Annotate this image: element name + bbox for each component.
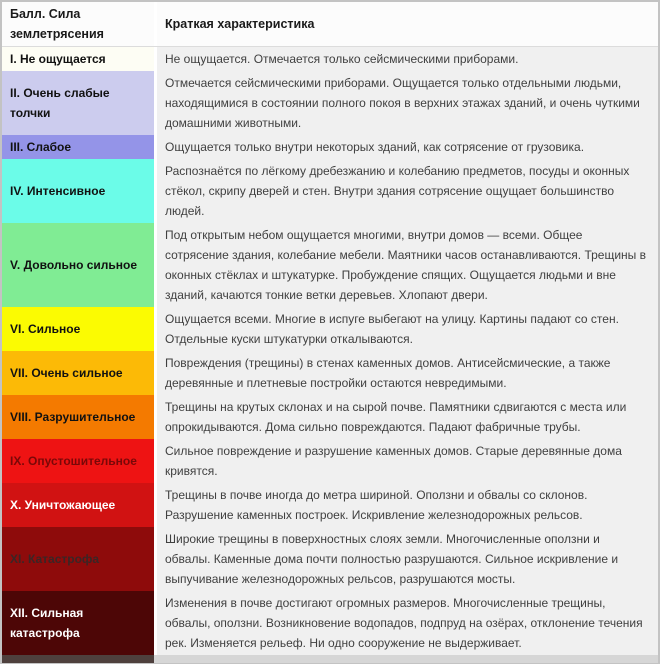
table-row	[2, 351, 658, 395]
column-header-scale: Балл. Сила землетрясения	[2, 2, 154, 46]
intensity-label: VI. Сильное	[2, 307, 154, 351]
table-row	[2, 591, 658, 655]
intensity-description: Отмечается сейсмическими приборами. Ощущается только отдельными людьми, находящимися в состоянии полного покоя в верхних этажах зданий, и очень чуткими домашними животными.	[154, 71, 658, 135]
intensity-description: Не ощущается. Отмечается только сейсмическими приборами.	[154, 47, 658, 71]
intensity-description: Трещины в почве иногда до метра шириной. Оползни и обвалы со склонов. Разрушение каменных построек. Искривление железнодорожных рельсов.	[154, 483, 658, 527]
intensity-description: Широкие трещины в поверхностных слоях земли. Многочисленные оползни и обвалы. Каменные дома почти полностью разрушаются. Сильное искривление и выпучивание железнодорожных рельсов, разрушаются мосты.	[154, 527, 658, 591]
table-row	[2, 395, 658, 439]
intensity-label: VIII. Разрушительное	[2, 395, 154, 439]
intensity-label: VII. Очень сильное	[2, 351, 154, 395]
intensity-description: Ощущается всеми. Многие в испуге выбегают на улицу. Картины падают со стен. Отдельные куски штукатурки откалываются.	[154, 307, 658, 351]
intensity-label: III. Слабое	[2, 135, 154, 159]
intensity-description: Под открытым небом ощущается многими, внутри домов — всеми. Общее сотрясение здания, колебание мебели. Маятники часов останавливаются. Трещины в оконных стёклах и штукатурке. Пробуждение спящих. Ощущается людьми и вне зданий, качаются тонкие ветки деревьев. Хлопают двери.	[154, 223, 658, 307]
table-row	[2, 483, 658, 527]
intensity-description: Изменения в почве достигают огромных размеров. Многочисленные трещины, обвалы, оползни. Возникновение водопадов, подпруд на озёрах, отклонение течения рек. Изменяется рельеф. Ни одно сооружение не выдерживает.	[154, 591, 658, 655]
intensity-description: Распознаётся по лёгкому дребезжанию и колебанию предметов, посуды и оконных стёкол, скрипу дверей и стен. Внутри здания сотрясение ощущает большинство людей.	[154, 159, 658, 223]
table-header-row	[2, 2, 658, 47]
table-body	[2, 47, 658, 655]
table-row	[2, 527, 658, 591]
table-row	[2, 439, 658, 483]
table-row	[2, 307, 658, 351]
table-row	[2, 223, 658, 307]
intensity-label: I. Не ощущается	[2, 47, 154, 71]
intensity-label: IX. Опустошительное	[2, 439, 154, 483]
table-row	[2, 47, 658, 71]
bottom-strip-left	[2, 655, 154, 663]
intensity-description: Ощущается только внутри некоторых зданий, как сотрясение от грузовика.	[154, 135, 658, 159]
bottom-strip-right	[154, 655, 658, 663]
intensity-description: Повреждения (трещины) в стенах каменных домов. Антисейсмические, а также деревянные и плетневые постройки остаются невредимыми.	[154, 351, 658, 395]
table-row	[2, 135, 658, 159]
bottom-strip	[0, 655, 660, 664]
table-row	[2, 71, 658, 135]
intensity-label: II. Очень слабые толчки	[2, 71, 154, 135]
intensity-label: XI. Катастрофа	[2, 527, 154, 591]
table-row	[2, 159, 658, 223]
intensity-label: V. Довольно сильное	[2, 223, 154, 307]
intensity-label: IV. Интенсивное	[2, 159, 154, 223]
intensity-description: Сильное повреждение и разрушение каменных домов. Старые деревянные дома кривятся.	[154, 439, 658, 483]
column-header-description: Краткая характеристика	[154, 2, 658, 46]
intensity-label: XII. Сильная катастрофа	[2, 591, 154, 655]
intensity-description: Трещины на крутых склонах и на сырой почве. Памятники сдвигаются с места или опрокидываются. Дома сильно повреждаются. Падают фабричные трубы.	[154, 395, 658, 439]
intensity-label: X. Уничтожающее	[2, 483, 154, 527]
